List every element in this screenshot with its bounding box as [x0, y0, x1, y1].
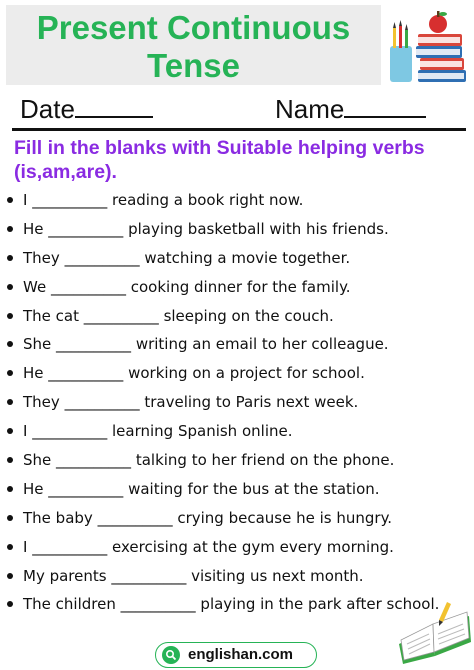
list-item — [0, 186, 474, 215]
sentence-subject: He — [23, 219, 44, 238]
bullet-icon — [7, 341, 13, 347]
list-item — [0, 330, 474, 359]
bullet-icon — [7, 457, 13, 463]
sentence-text — [23, 567, 364, 585]
site-badge[interactable] — [155, 642, 317, 668]
sentence-text — [23, 249, 350, 267]
sentence-rest: learning Spanish online. — [112, 422, 293, 441]
sentence-rest: working on a project for school. — [128, 364, 365, 383]
sentence-text — [23, 422, 292, 440]
name-blank[interactable] — [344, 94, 426, 118]
sentence-subject: He — [23, 479, 44, 498]
sentence-rest: waiting for the bus at the station. — [128, 479, 380, 498]
list-item — [0, 388, 474, 417]
sentence-rest: crying because he is hungry. — [177, 508, 393, 527]
list-item — [0, 359, 474, 388]
list-item — [0, 215, 474, 244]
bullet-icon — [7, 601, 13, 607]
bullet-icon — [7, 226, 13, 232]
sentence-text — [23, 364, 365, 382]
page-title-line-2: Tense — [147, 47, 240, 84]
date-blank[interactable] — [75, 94, 153, 118]
list-item — [0, 533, 474, 562]
date-field[interactable] — [20, 94, 153, 125]
list-item — [0, 302, 474, 331]
sentence-text — [23, 480, 380, 498]
sentence-subject: The children — [23, 595, 116, 614]
answer-blank[interactable]: __________ — [32, 537, 108, 556]
sentence-subject: She — [23, 451, 52, 470]
answer-blank[interactable]: __________ — [97, 508, 173, 527]
bullet-icon — [7, 573, 13, 579]
answer-blank[interactable]: __________ — [56, 335, 132, 354]
sentence-subject: We — [23, 277, 47, 296]
bullet-icon — [7, 255, 13, 261]
answer-blank[interactable]: __________ — [64, 393, 140, 412]
sentence-text — [23, 393, 358, 411]
bullet-icon — [7, 284, 13, 290]
bullet-icon — [7, 544, 13, 550]
instructions: Fill in the blanks with Suitable helping verbs (is,am,are). — [14, 137, 425, 183]
sentence-text — [23, 451, 394, 469]
answer-blank[interactable]: __________ — [83, 306, 159, 325]
sentence-rest: traveling to Paris next week. — [144, 393, 359, 412]
sentence-subject: My parents — [23, 566, 107, 585]
answer-blank[interactable]: __________ — [50, 277, 126, 296]
sentence-subject: I — [23, 191, 28, 209]
sentence-subject: The baby — [23, 508, 93, 527]
sentence-text — [23, 220, 389, 238]
sentence-subject: I — [23, 537, 28, 556]
books-icon — [388, 6, 468, 86]
sentence-rest: cooking dinner for the family. — [130, 277, 351, 296]
sentence-rest: playing in the park after school. — [200, 595, 440, 614]
answer-blank[interactable]: __________ — [32, 422, 108, 441]
sentence-text — [23, 278, 351, 296]
answer-blank[interactable]: __________ — [120, 595, 196, 614]
name-field[interactable] — [275, 94, 426, 125]
sentence-rest: talking to her friend on the phone. — [135, 451, 395, 470]
sentence-text — [23, 191, 303, 209]
sentence-text — [23, 509, 392, 527]
sentence-rest: sleeping on the couch. — [163, 306, 334, 325]
sentence-subject: They — [23, 393, 60, 412]
page-title-line-1: Present Continuous — [36, 9, 351, 46]
exercise-list — [0, 186, 474, 648]
list-item — [0, 446, 474, 475]
list-item — [0, 504, 474, 533]
site-name: englishan.com — [188, 646, 294, 663]
bullet-icon — [7, 197, 13, 203]
bullet-icon — [7, 313, 13, 319]
answer-blank[interactable]: __________ — [64, 248, 140, 267]
list-item — [0, 244, 474, 273]
sentence-subject: I — [23, 422, 28, 441]
sentence-rest: writing an email to her colleague. — [135, 335, 389, 354]
sentence-text — [23, 590, 443, 618]
sentence-text — [23, 538, 394, 556]
sentence-rest: exercising at the gym every morning. — [112, 537, 394, 556]
answer-blank[interactable]: __________ — [111, 566, 187, 585]
answer-blank[interactable]: __________ — [48, 479, 124, 498]
answer-blank[interactable]: __________ — [48, 364, 124, 383]
sentence-text — [23, 307, 334, 325]
search-icon — [162, 646, 180, 664]
list-item — [0, 475, 474, 504]
answer-blank[interactable]: __________ — [32, 191, 108, 209]
sentence-subject: He — [23, 364, 44, 383]
name-label: Name — [275, 94, 345, 124]
answer-blank[interactable]: __________ — [48, 219, 124, 238]
answer-blank[interactable]: __________ — [56, 451, 132, 470]
bullet-icon — [7, 515, 13, 521]
sentence-rest: visiting us next month. — [191, 566, 364, 585]
sentence-rest: watching a movie together. — [144, 248, 351, 267]
sentence-subject: They — [23, 248, 60, 267]
bullet-icon — [7, 399, 13, 405]
open-book-icon — [395, 598, 473, 668]
bullet-icon — [7, 370, 13, 376]
date-label: Date — [20, 94, 75, 124]
bullet-icon — [7, 428, 13, 434]
sentence-text — [23, 335, 389, 353]
sentence-subject: She — [23, 335, 52, 354]
header-divider — [12, 128, 466, 131]
list-item — [0, 562, 474, 591]
title-banner — [6, 5, 381, 85]
list-item — [0, 417, 474, 446]
sentence-subject: The cat — [23, 306, 79, 325]
list-item — [0, 273, 474, 302]
sentence-rest: playing basketball with his friends. — [128, 219, 389, 238]
sentence-rest: reading a book right now. — [112, 191, 304, 209]
bullet-icon — [7, 486, 13, 492]
